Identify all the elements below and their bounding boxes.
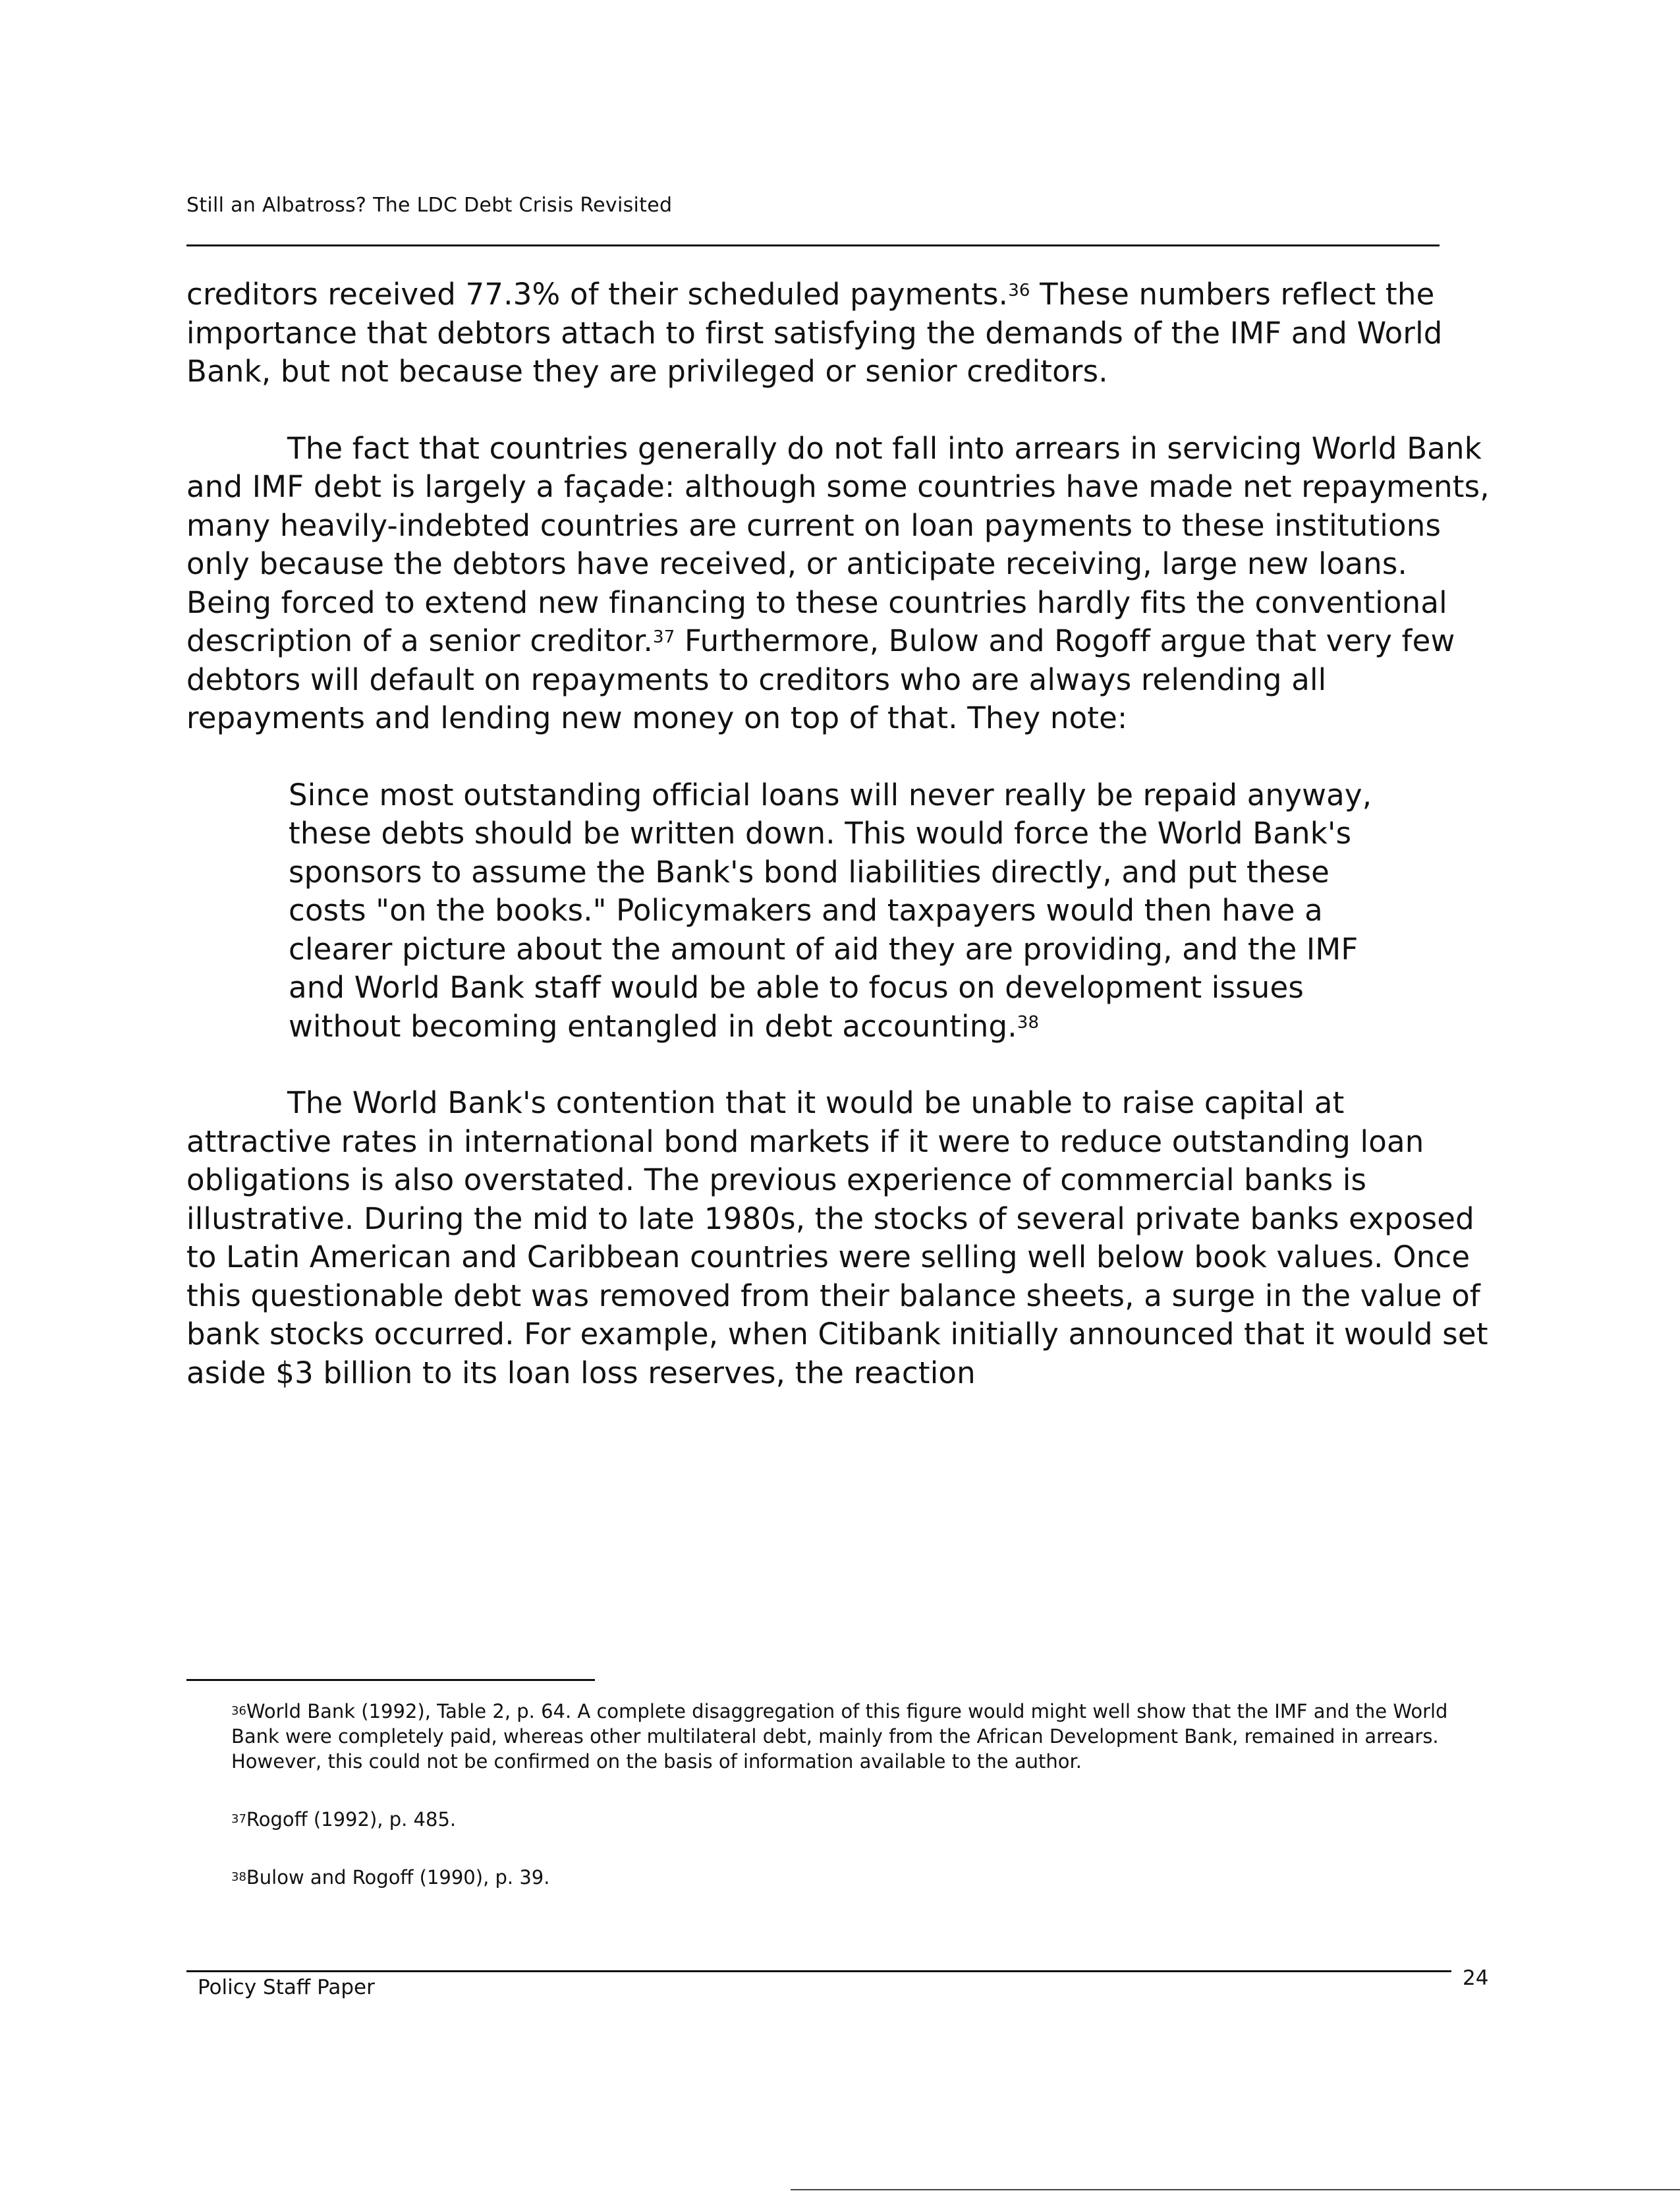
footnote-36 [186, 1699, 1494, 1774]
paragraph-1-text: creditors received 77.3% of their scheduled payments. [186, 277, 1009, 312]
paragraph-2-text: The fact that countries generally do not fall into arrears in servicing World Bank and IMF debt is largely a façade: although some countries have made net repayments, many heavily-indebted countries are current on loan payments to these institutions only because the debtors have received, or anticipate receiving, large new loans. Being forced to extend new financing to these countries hardly fits the conventional description of a senior creditor. [186, 430, 1490, 658]
running-header: Still an Albatross? The LDC Debt Crisis Revisited [186, 194, 673, 217]
footnote-38 [186, 1865, 1494, 1890]
footnote-36-text: World Bank (1992), Table 2, p. 64. A complete disaggregation of this figure would might well show that the IMF and the World Bank were completely paid, whereas other multilateral debt, mainly from the African Development Bank, remained in arrears. However, this could not be confirmed on the basis of information available to the author. [231, 1700, 1448, 1773]
paragraph-1-text-cont: These numbers reflect the importance that debtors attach to first satisfying the demands of the IMF and World Bank, but not because they are privileged or senior creditors. [186, 277, 1443, 389]
block-quote [289, 776, 1376, 1046]
block-quote-text: Since most outstanding official loans will never really be repaid anyway, these debts should be written down. This would force the World Bank's sponsors to assume the Bank's bond liabilities directly, and put these costs "on the books." Policymakers and taxpayers would then have a clearer picture about the amount of aid they are providing, and the IMF and World Bank staff would be able to focus on development issues without becoming entangled in debt accounting. [289, 777, 1372, 1044]
footnote-37-text: Rogoff (1992), p. 485. [246, 1808, 457, 1831]
footnotes [186, 1699, 1494, 1890]
paragraph-1 [186, 275, 1498, 391]
paragraph-2 [186, 430, 1498, 738]
footnote-ref-36: 36 [1008, 281, 1030, 300]
header-rule [186, 244, 1440, 246]
paragraph-2-text-cont: Furthermore, Bulow and Rogoff argue that very few debtors will default on repayments to creditors who are always relending all repayments and lending new money on top of that. They note: [186, 623, 1455, 735]
paragraph-3: The World Bank's contention that it would be unable to raise capital at attractive rates in international bond markets if it were to reduce outstanding loan obligations is also overstated. The previous experience of commercial banks is illustrative. During the mid to late 1980s, the stocks of several private banks exposed to Latin American and Caribbean countries were selling well below book values. Once this questionable debt was removed from their balance sheets, a surge in the value of bank stocks occurred. For example, when Citibank initially announced that it would set aside $3 billion to its loan loss reserves, the reaction [186, 1085, 1488, 1390]
footer-publication: Policy Staff Paper [198, 1976, 375, 1999]
footnote-37 [186, 1807, 1494, 1832]
footnote-36-number: 36 [231, 1704, 246, 1718]
footnote-ref-37: 37 [653, 627, 675, 647]
footnote-38-number: 38 [231, 1870, 246, 1884]
footnote-ref-38: 38 [1017, 1012, 1040, 1033]
body-text [186, 275, 1498, 1392]
footer-rule [186, 1970, 1451, 1972]
footnote-37-number: 37 [231, 1812, 246, 1826]
scan-edge-rule [791, 2189, 1680, 2190]
footnote-38-text: Bulow and Rogoff (1990), p. 39. [246, 1866, 550, 1889]
page-number: 24 [1463, 1966, 1489, 1990]
footnote-rule [186, 1679, 595, 1681]
